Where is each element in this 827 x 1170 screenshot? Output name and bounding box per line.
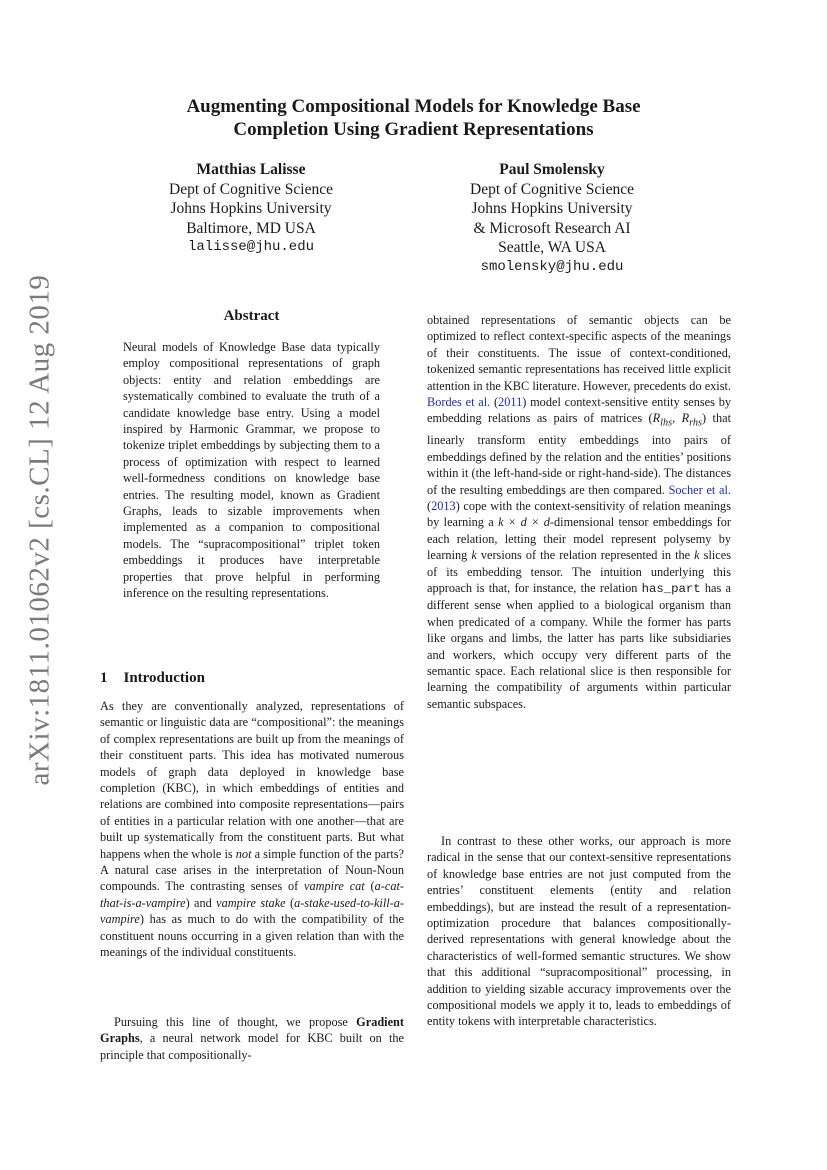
- author-affiliation: Dept of Cognitive Science: [470, 180, 634, 198]
- abstract-heading: Abstract: [223, 308, 280, 324]
- paper-title: [0, 95, 827, 141]
- text-run: (: [285, 895, 295, 910]
- model-name: Gradient Graphs: [100, 1015, 404, 1046]
- author-affiliation: Johns Hopkins University: [471, 200, 633, 217]
- text-run: Pursuing this line of thought, we propose: [114, 1015, 357, 1029]
- title-line-2: Completion Using Gradient Representations: [233, 119, 594, 140]
- author-affiliation: Johns Hopkins University: [170, 200, 332, 217]
- math-subscript: rhs: [689, 417, 703, 429]
- math-symbol: R: [652, 411, 661, 426]
- text-run: cope with the context-sensitivity of relation meanings by learning a: [427, 498, 731, 530]
- emphasis-text: a-stake-used-to-kill-a-vampire: [100, 895, 405, 927]
- text-run: model context-sensitive entity senses by embedding relations as pairs of matrices (: [427, 395, 732, 426]
- title-line-1: Augmenting Compositional Models for Knowledge Base: [186, 96, 641, 117]
- intro-paragraph-1: [100, 698, 404, 961]
- text-run: versions of the relation represented in the: [476, 548, 695, 563]
- text-run: -dimensional tensor embeddings for each relation, letting their model represent polysemy by learning: [427, 515, 731, 563]
- abstract-text: Neural models of Knowledge Base data typically employ compositional representations of graph objects: entity and relation embeddings are systematically combined to evaluate the truth of a candidate knowledge base entry. Using a model inspired by Harmonic Grammar, we propose to tokenize triplet embeddings by subjecting them to a process of optimization with respect to learned well-formedness conditions on knowledge base entries. The resulting model, known as Gradient Graphs, leads to sizable improvements when implemented as a companion to compositional models. The “supracompositional” triplet token embeddings it produces have interpretable properties that prove helpful in performing inference on the resulting representations.: [123, 340, 380, 601]
- text-run: ): [522, 395, 527, 410]
- math-symbol: R: [681, 411, 690, 426]
- text-run: (: [427, 498, 432, 513]
- citation-link[interactable]: [427, 395, 490, 409]
- citation-year: 2011: [498, 395, 523, 410]
- text-run: As they are conventionally analyzed, representations of semantic or linguistic data are “compositional”: the meanings of complex representations are built up from the meanings of their constituent parts. This idea has motivated numerous models of graph data deployed in knowledge base completion (KBC), in which embeddings of entities and relations are combined into composite representations—pairs of entities in a particular relation with one another—that are built up systematically from the constituent parts. But what happens when the whole is: [100, 699, 404, 861]
- text-run: obtained representations of semantic objects can be optimized to reflect context-specific aspects of the meanings of their constituents. The issue of context-conditioned, tokenized semantic representations has received little explicit attention in the KBC literature. However, precedents do exist.: [427, 313, 731, 393]
- intro-paragraph-2: [100, 1014, 404, 1063]
- math-symbol: k: [471, 548, 477, 563]
- author-affiliation: Dept of Cognitive Science: [169, 180, 333, 198]
- text-run: ) and: [185, 895, 217, 910]
- text-run: a simple function of the parts? A natural case arises in the interpretation of Noun-Noun compounds. The contrasting senses of: [100, 846, 404, 894]
- section-title: Introduction: [123, 670, 205, 686]
- math-subscript: lhs: [660, 417, 673, 429]
- arxiv-stamp: arXiv:1811.01062v2 [cs.CL] 12 Aug 2019: [23, 274, 56, 786]
- emphasis-text: a-cat-that-is-a-vampire: [100, 879, 405, 910]
- emphasis-text: vampire cat: [304, 879, 365, 894]
- text-run: (: [490, 395, 499, 410]
- math-expression: k × d × d: [498, 515, 550, 530]
- code-relation-name: has_part: [641, 581, 701, 596]
- citation-author: Socher et al.: [668, 482, 731, 497]
- author-name: Paul Smolensky: [499, 161, 605, 178]
- text-run: ,: [672, 411, 682, 426]
- citation-link[interactable]: [669, 483, 731, 497]
- author-email[interactable]: lalisse@jhu.edu: [187, 239, 315, 255]
- text-run: , a neural network model for KBC built on the principle that compositionally-: [100, 1031, 404, 1062]
- author-affiliation: Baltimore, MD USA: [186, 219, 316, 237]
- right-paragraph-2: In contrast to these other works, our approach is more radical in the sense that our context-sensitive representations of knowledge base entries are not just computed from the entries’ constituent elements (entity and relation embeddings), but are instead the result of a representation-optimization procedure that balances compositionally-derived representations with general knowledge about the characteristics of well-formed semantic structures. We show that this additional “supracompositional” processing, in addition to yielding sizable accuracy improvements over the compositional models we apply it to, leads to embeddings of entity tokens with interpretable characteristics.: [427, 834, 731, 1029]
- citation-year: 2013: [431, 498, 456, 513]
- citation-author: Bordes et al.: [427, 395, 491, 410]
- right-paragraph-1: [427, 312, 731, 712]
- author-affiliation: & Microsoft Research AI: [473, 219, 631, 237]
- text-run: has a different sense when applied to a biological organism than when predicated of a company. While the former has parts like organs and limbs, the latter has parts like subsidiaries and workers, which occupy very different parts of the semantic space. Each relational slice is then responsible for learning the compatibility of arguments within particular semantic subspaces.: [427, 580, 731, 711]
- section-heading-introduction: [100, 670, 205, 687]
- author-block-2: [412, 160, 692, 277]
- text-run: ): [455, 498, 460, 513]
- author-block-1: [111, 160, 391, 258]
- citation-link[interactable]: [431, 499, 456, 513]
- author-email[interactable]: smolensky@jhu.edu: [480, 258, 624, 275]
- emphasis-text: vampire stake: [216, 895, 286, 910]
- text-run: ) that linearly transform entity embeddings into pairs of embeddings defined by the relation and the entities’ positions within it (the left-hand-side or right-hand-side). The distances of the resulting embeddings are then compared.: [427, 411, 731, 497]
- text-run: (: [364, 879, 375, 894]
- author-name: Matthias Lalisse: [196, 161, 306, 178]
- citation-link[interactable]: [498, 395, 522, 409]
- text-run: slices of its embedding tensor. The intuition underlying this approach is that, for instance, the relation: [427, 548, 731, 595]
- emphasis-text: not: [235, 846, 252, 861]
- math-symbol: k: [694, 548, 700, 563]
- text-run: ) has as much to do with the compatibility of the constituent nouns occurring in a given relation than with the meanings of the individual constituents.: [100, 912, 404, 960]
- section-number: 1: [100, 670, 108, 686]
- author-affiliation: Seattle, WA USA: [498, 239, 606, 256]
